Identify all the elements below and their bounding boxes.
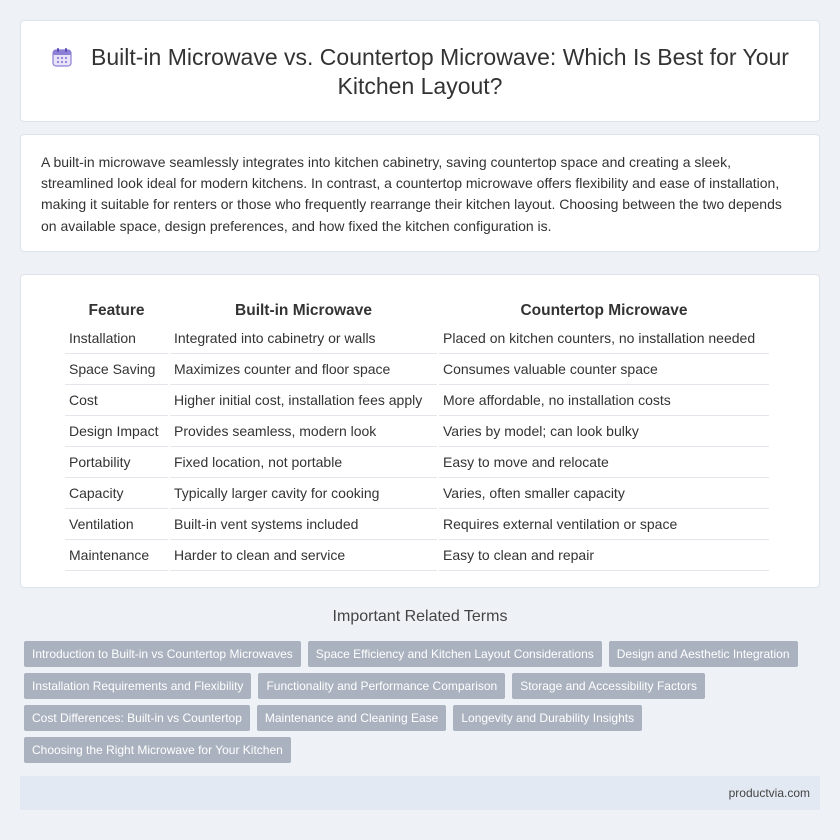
table-row [65, 509, 769, 540]
related-term-tag[interactable]: Space Efficiency and Kitchen Layout Considerations [308, 641, 602, 667]
cell-feature: Capacity [65, 478, 168, 509]
related-terms-tags [24, 641, 820, 769]
tag-row [24, 641, 820, 667]
cell-countertop: Placed on kitchen counters, no installation needed [439, 323, 769, 354]
cell-countertop: More affordable, no installation costs [439, 385, 769, 416]
related-term-tag[interactable]: Longevity and Durability Insights [453, 705, 642, 731]
cell-feature: Ventilation [65, 509, 168, 540]
header-feature: Feature [88, 302, 145, 319]
comparison-card [20, 274, 820, 588]
cell-countertop: Requires external ventilation or space [439, 509, 769, 540]
comparison-table [63, 295, 771, 571]
table-header-row [65, 295, 769, 323]
cell-built-in: Built-in vent systems included [170, 509, 437, 540]
cell-countertop: Easy to clean and repair [439, 540, 769, 571]
table-row [65, 447, 769, 478]
table-row [65, 385, 769, 416]
intro-paragraph: A built-in microwave seamlessly integrates into kitchen cabinetry, saving countertop space and creating a sleek, streamlined look ideal for modern kitchens. In contrast, a countertop microwave offers flexibility and ease of installation, making it suitable for renters or those who frequently rearrange their kitchen layout. Choosing between the two depends on available space, design preferences, and how fixed the kitchen configuration is. [41, 154, 782, 234]
cell-built-in: Fixed location, not portable [170, 447, 437, 478]
intro-card [20, 134, 820, 252]
related-term-tag[interactable]: Maintenance and Cleaning Ease [257, 705, 446, 731]
header-countertop: Countertop Microwave [520, 302, 688, 319]
related-term-tag[interactable]: Choosing the Right Microwave for Your Kitchen [24, 737, 291, 763]
page-title-text: Built-in Microwave vs. Countertop Microwave: Which Is Best for Your Kitchen Layout? [91, 44, 789, 99]
related-term-tag[interactable]: Design and Aesthetic Integration [609, 641, 798, 667]
header-built-in: Built-in Microwave [235, 302, 372, 319]
tag-row [24, 673, 820, 699]
cell-feature: Cost [65, 385, 168, 416]
cell-countertop: Varies, often smaller capacity [439, 478, 769, 509]
title-card [20, 20, 820, 122]
cell-countertop: Varies by model; can look bulky [439, 416, 769, 447]
table-row [65, 478, 769, 509]
cell-built-in: Harder to clean and service [170, 540, 437, 571]
page-title [51, 43, 789, 101]
calendar-icon [51, 46, 73, 68]
cell-feature: Maintenance [65, 540, 168, 571]
cell-built-in: Higher initial cost, installation fees apply [170, 385, 437, 416]
cell-feature: Installation [65, 323, 168, 354]
cell-feature: Space Saving [65, 354, 168, 385]
related-term-tag[interactable]: Installation Requirements and Flexibility [24, 673, 251, 699]
cell-built-in: Typically larger cavity for cooking [170, 478, 437, 509]
table-row [65, 323, 769, 354]
related-term-tag[interactable]: Functionality and Performance Comparison [258, 673, 505, 699]
tag-row [24, 737, 820, 763]
cell-feature: Design Impact [65, 416, 168, 447]
cell-feature: Portability [65, 447, 168, 478]
related-term-tag[interactable]: Storage and Accessibility Factors [512, 673, 705, 699]
related-term-tag[interactable]: Cost Differences: Built-in vs Countertop [24, 705, 250, 731]
related-term-tag[interactable]: Introduction to Built-in vs Countertop Microwaves [24, 641, 301, 667]
cell-built-in: Provides seamless, modern look [170, 416, 437, 447]
table-row [65, 354, 769, 385]
related-terms-title: Important Related Terms [332, 608, 508, 625]
table-row [65, 416, 769, 447]
cell-built-in: Integrated into cabinetry or walls [170, 323, 437, 354]
cell-built-in: Maximizes counter and floor space [170, 354, 437, 385]
cell-countertop: Easy to move and relocate [439, 447, 769, 478]
tag-row [24, 705, 820, 731]
table-row [65, 540, 769, 571]
footer [20, 776, 820, 810]
footer-site[interactable]: productvia.com [728, 786, 810, 800]
cell-countertop: Consumes valuable counter space [439, 354, 769, 385]
